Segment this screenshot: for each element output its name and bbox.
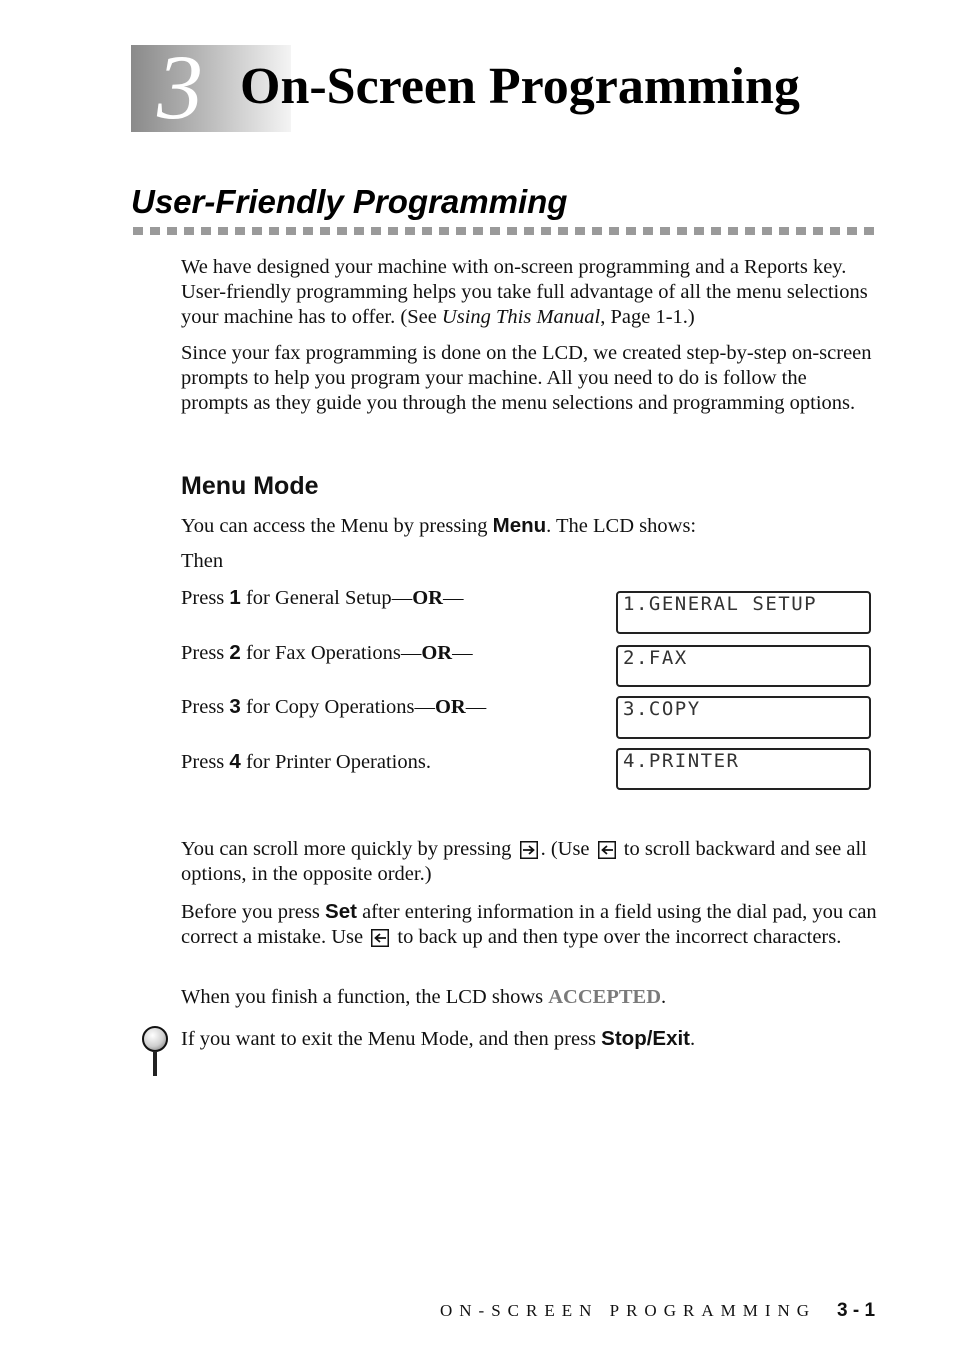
left-arrow-key-icon <box>598 841 616 859</box>
intro-text-end: , Page 1-1.) <box>600 306 695 328</box>
chapter-title: On-Screen Programming <box>240 58 800 115</box>
lcd-display-general-setup <box>616 591 871 634</box>
page-number: 3 - 1 <box>837 1300 876 1321</box>
dash: — <box>391 587 413 609</box>
option-text: for Printer Operations. <box>240 751 431 773</box>
finish-text-end: . <box>661 986 667 1008</box>
correction-text-mid: after entering information in a field using the dial pad, you can correct a mistake. Use <box>181 901 877 948</box>
chapter-number: 3 <box>157 36 203 138</box>
scroll-text: You can scroll more quickly by pressing <box>181 838 512 860</box>
press-word: Press <box>181 696 230 718</box>
option-key: 1 <box>229 586 241 609</box>
or-word: OR <box>434 696 466 718</box>
or-word: OR <box>412 587 443 609</box>
option-text: for General Setup <box>240 587 392 609</box>
lcd-text: 2.FAX <box>623 647 688 669</box>
finish-paragraph <box>181 985 877 1010</box>
manual-reference: Using This Manual <box>441 306 601 328</box>
dash: — <box>414 696 435 718</box>
intro-paragraph-1 <box>181 255 877 330</box>
magnifier-note-icon <box>140 1025 170 1079</box>
stop-exit-key-label: Stop/Exit <box>601 1027 691 1050</box>
press-word: Press <box>181 751 230 773</box>
note-paragraph <box>181 1026 877 1052</box>
note-text-end: . <box>690 1028 696 1050</box>
section-title: User-Friendly Programming <box>131 183 568 220</box>
menu-access-text: You can access the Menu by pressing <box>181 515 493 537</box>
option-general-setup <box>181 585 463 611</box>
option-text: for Copy Operations <box>240 696 415 718</box>
option-key: 3 <box>229 695 241 718</box>
option-fax-operations <box>181 640 473 666</box>
correction-text: Before you press <box>181 901 326 923</box>
or-word: OR <box>421 642 453 664</box>
left-arrow-key-icon <box>371 929 389 947</box>
option-key: 4 <box>229 750 241 773</box>
dash: — <box>465 696 487 718</box>
lcd-display-printer <box>616 748 871 790</box>
lcd-text: 1.GENERAL SETUP <box>623 593 818 615</box>
section-divider <box>133 227 875 235</box>
option-key: 2 <box>229 641 241 664</box>
then-label: Then <box>181 550 224 572</box>
set-key-label: Set <box>325 900 357 923</box>
correction-paragraph <box>181 899 877 950</box>
dash: — <box>442 587 464 609</box>
finish-text: When you finish a function, the LCD shows <box>181 986 549 1008</box>
correction-text-end: to back up and then type over the incorrect characters. <box>397 926 842 948</box>
note-text: If you want to exit the Menu Mode, and then press <box>181 1028 602 1050</box>
menu-access-paragraph <box>181 513 877 539</box>
menu-access-text-end: . The LCD shows: <box>546 515 697 537</box>
lcd-text: 4.PRINTER <box>623 750 740 772</box>
lcd-display-copy <box>616 696 871 739</box>
option-text: for Fax Operations <box>240 642 401 664</box>
option-printer-operations <box>181 749 431 775</box>
intro-text: We have designed your machine with on-screen programming and a Reports key. User-friendly programming helps you take full advantage of all the menu selections your machine has to offer. (See <box>181 256 868 328</box>
intro-paragraph-2: Since your fax programming is done on the LCD, we created step-by-step on-screen prompts to help you program your machine. All you need to do is follow the prompts as they guide you through the menu selections and programming options. <box>181 342 872 414</box>
right-arrow-key-icon <box>520 841 538 859</box>
scroll-text-use: . (Use <box>540 838 590 860</box>
lcd-text: 3.COPY <box>623 698 701 720</box>
footer-section-name: ON-SCREEN PROGRAMMING <box>440 1301 817 1320</box>
scroll-paragraph <box>181 837 877 887</box>
lcd-display-fax <box>616 645 871 687</box>
dash: — <box>400 642 422 664</box>
option-copy-operations <box>181 694 486 720</box>
press-word: Press <box>181 642 230 664</box>
menu-mode-title: Menu Mode <box>181 472 319 500</box>
accepted-status: ACCEPTED <box>548 986 662 1008</box>
scroll-text-end: to scroll backward and see all options, in the opposite order.) <box>181 838 867 885</box>
dash: — <box>452 642 473 664</box>
menu-key-label: Menu <box>492 514 547 537</box>
press-word: Press <box>181 587 230 609</box>
